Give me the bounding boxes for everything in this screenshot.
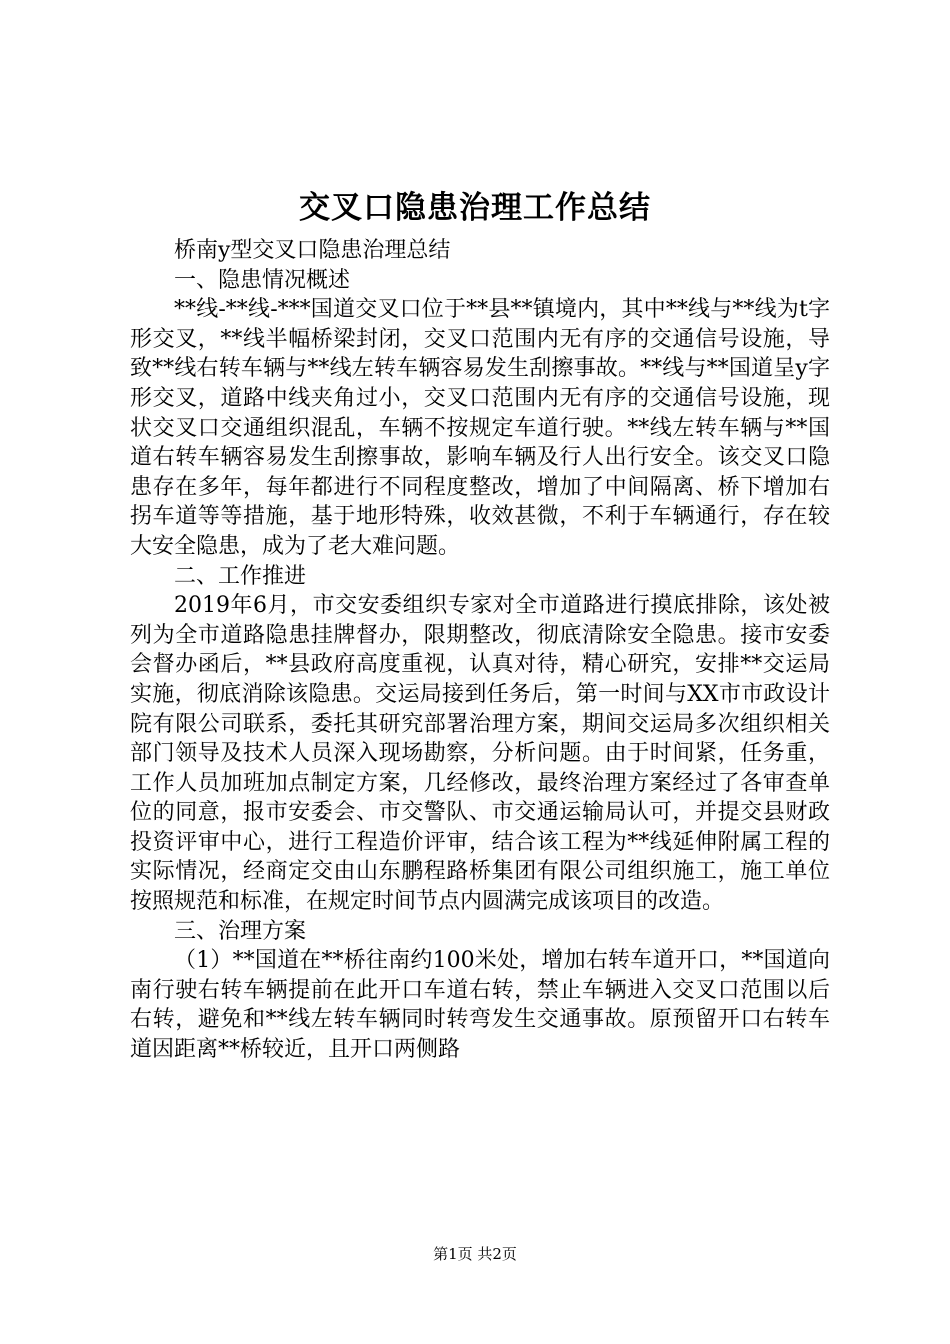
page-footer: 第1页 共2页 [433,1245,517,1263]
paragraph-progress: 2019年6月，市交安委组织专家对全市道路进行摸底排除，该处被列为全市道路隐患挂牌督办，限期整改，彻底清除安全隐患。接市安委会督办函后，**县政府高度重视，认真对待，精心研究，安排**交运局实施，彻底消除该隐患。交运局接到任务后，第一时间与XX市市政设计院有限公司联系，委托其研究部署治理方案，期间交运局多次组织相关部门领导及技术人员深入现场勘察，分析问题。由于时间紧，任务重，工作人员加班加点制定方案，几经修改，最终治理方案经过了各审查单位的同意，报市安委会、市交警队、市交通运输局认可，并提交县财政投资评审中心，进行工程造价评审，结合该工程为**线延伸附属工程的实际情况，经商定交由山东鹏程路桥集团有限公司组织施工，施工单位按照规范和标准，在规定时间节点内圆满完成该项目的改造。 [130,593,830,915]
paragraph-subtitle: 桥南y型交叉口隐患治理总结 [174,238,451,263]
section-heading-3: 三、治理方案 [174,918,307,944]
document-title: 交叉口隐患治理工作总结 [299,190,651,226]
document-body [130,236,830,1065]
paragraph-overview: **线-**线-***国道交叉口位于**县**镇境内，其中**线与**线为t字形交叉，**线半幅桥梁封闭，交叉口范围内无有序的交通信号设施，导致**线右转车辆与**线左转车辆容易发生刮擦事故。**线与**国道呈y字形交叉，道路中线夹角过小，交叉口范围内无有序的交通信号设施，现状交叉口交通组织混乱，车辆不按规定车道行驶。**线左转车辆与**国道右转车辆容易发生刮擦事故，影响车辆及行人出行安全。该交叉口隐患存在多年，每年都进行不同程度整改，增加了中间隔离、桥下增加右拐车道等等措施，基于地形特殊，收效甚微，不利于车辆通行，存在较大安全隐患，成为了老大难问题。 [130,297,830,559]
paragraph-plan-1: （1）**国道在**桥往南约100米处，增加右转车道开口，**国道向南行驶右转车辆提前在此开口车道右转，禁止车辆进入交叉口范围以后右转，避免和**线左转车辆同时转弯发生交通事故。原预留开口右转车道因距离**桥较近，且开口两侧路 [130,948,830,1063]
section-heading-2: 二、工作推进 [174,563,307,589]
section-heading-1: 一、隐患情况概述 [174,267,351,293]
